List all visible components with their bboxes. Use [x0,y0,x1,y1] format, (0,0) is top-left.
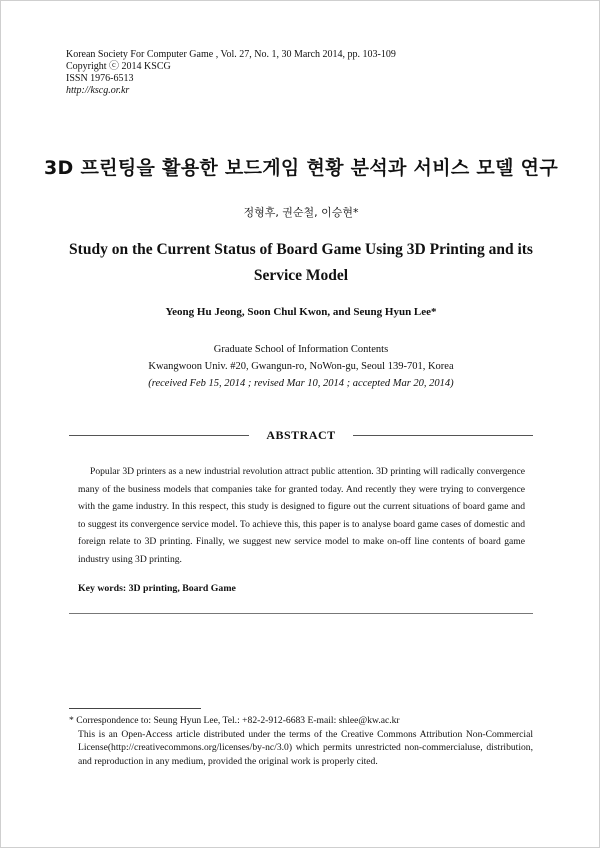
affiliation-block [1,341,600,392]
journal-citation: Korean Society For Computer Game , Vol. 27, No. 1, 30 March 2014, pp. 103-109 [66,49,396,60]
footnote-rule [69,708,201,709]
english-title: Study on the Current Status of Board Game Using 3D Printing and its Service Model [69,241,533,284]
submission-dates: (received Feb 15, 2014 ; revised Mar 10, 2014 ; accepted Mar 20, 2014) [148,378,454,389]
affiliation-school: Graduate School of Information Contents [213,344,389,355]
abstract-text: Popular 3D printers as a new industrial revolution attract public attention. 3D printing will radically convergence many of the business models that companies take for granted today. And recently they were trying to convergence with the game industry. In this respect, this study is designed to figure out the current situations of board game and to suggest its convergence service model. To achieve this, this paper is to analyse board game cases of domestic and foreign relate to 3D printing. Finally, we suggest new service model to make on-off line contents of board game industry using 3D printing. [78,466,525,565]
journal-url[interactable]: http://kscg.or.kr [66,85,130,96]
footnote-block [69,714,533,768]
license-note: This is an Open-Access article distributed under the terms of the Creative Commons Attribution Non-Commercial License(http://creativecommons.org/licenses/by-nc/3.0) which permits unrestricted non-commercialuse, distribution, and reproduction in any medium, provided the original work is properly cited. [78,728,533,767]
english-authors: Yeong Hu Jeong, Soon Chul Kwon, and Seung Hyun Lee* [165,306,437,318]
abstract-rule-right [353,435,533,436]
section-divider [69,613,533,614]
correspondence-note: * Correspondence to: Seung Hyun Lee, Tel.: +82-2-912-6683 E-mail: shlee@kw.ac.kr [69,715,400,726]
issn-line: ISSN 1976-6513 [66,73,134,84]
abstract-heading: ABSTRACT [266,428,336,442]
journal-header [66,49,396,97]
korean-authors: 정형후, 권순철, 이승현* [243,206,359,219]
keywords-line: Key words: 3D printing, Board Game [78,583,236,594]
affiliation-address: Kwangwoon Univ. #20, Gwangun-ro, NoWon-gu, Seoul 139-701, Korea [148,361,454,372]
copyright-line: Copyright ⓒ 2014 KSCG [66,61,171,72]
korean-title: 3D 프린팅을 활용한 보드게임 현황 분석과 서비스 모델 연구 [44,157,558,179]
